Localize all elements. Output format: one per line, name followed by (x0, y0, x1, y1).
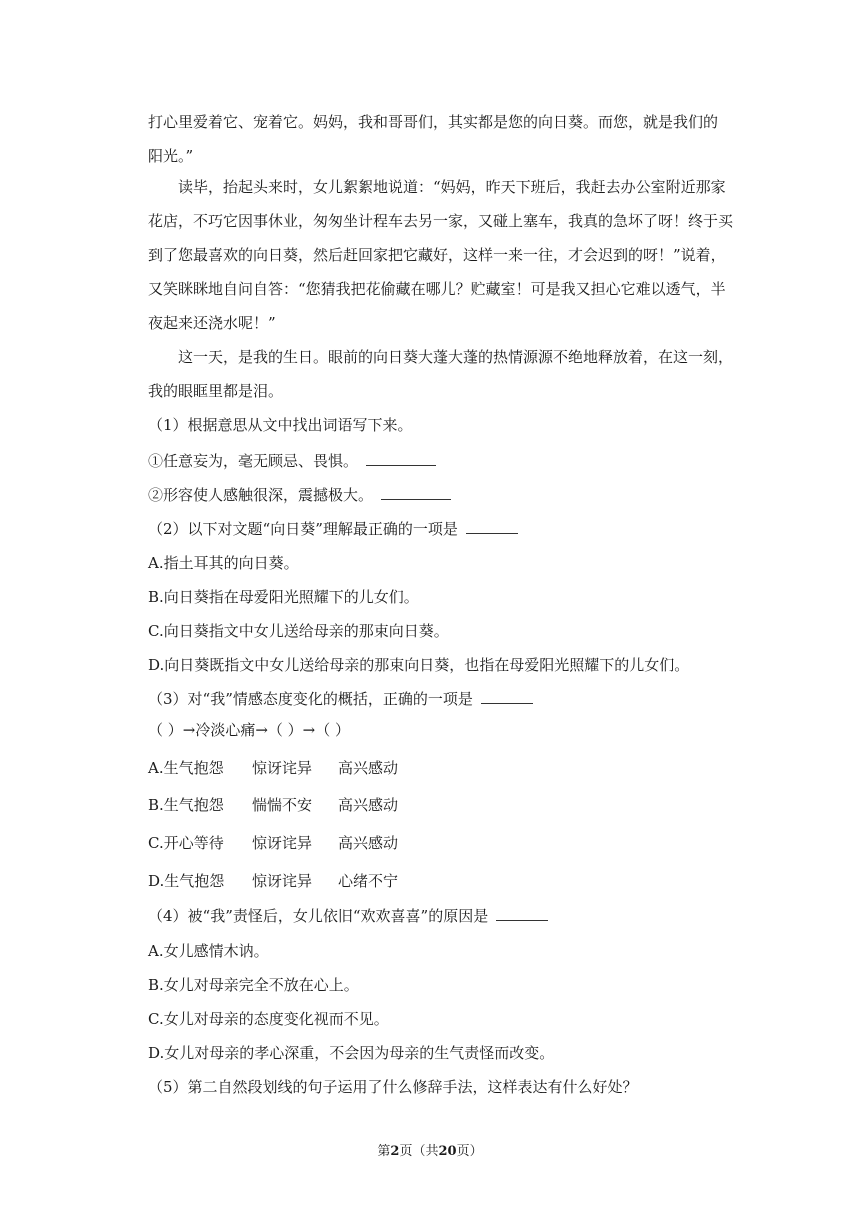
question-stem-text: （2）以下对文题“向日葵”理解最正确的一项是 (148, 520, 458, 538)
option-item: D.向日葵既指文中女儿送给母亲的那束向日葵，也指在母爱阳光照耀下的儿女们。 (148, 656, 690, 674)
passage-paragraph: 这一天，是我的生日。眼前的向日葵大蓬大蓬的热情源源不绝地释放着，在这一刻，我的眼眶里都是泪。 (148, 348, 734, 400)
footer-text: 页（共 (399, 1144, 439, 1159)
option-col: 高兴感动 (338, 796, 399, 814)
page-number: 2 (390, 1144, 400, 1159)
passage-paragraph: 读毕，抬起头来时，女儿絮絮地说道：“妈妈，昨天下班后，我赶去办公室附近那家花店，不巧它因事休业，匆匆坐计程车去另一家，又碰上塞车，我真的急坏了呀！终于买到了您最喜欢的向日葵，然后赶回家把它藏好，这样一来一往，才会迟到的呀！”说着，又笑眯眯地自问自答：“您猜我把花偷藏在哪儿？贮藏室！可是我又担心它难以透气，半夜起来还浇水呢！” (148, 178, 734, 332)
emotion-sequence: （ ）→冷淡心痛→（ ）→（ ） (148, 721, 351, 739)
option-item: A.指土耳其的向日葵。 (148, 554, 299, 572)
answer-blank[interactable] (366, 451, 436, 466)
option-item: B.女儿对母亲完全不放在心上。 (148, 976, 359, 994)
passage-line: 阳光。” (148, 147, 194, 165)
option-item (148, 833, 728, 853)
question-stem-text: （4）被“我”责怪后，女儿依旧“欢欢喜喜”的原因是 (148, 907, 489, 925)
footer-text: 页） (456, 1144, 483, 1159)
question-item (148, 451, 728, 471)
answer-blank[interactable] (496, 906, 548, 921)
total-pages: 20 (438, 1144, 457, 1159)
option-col: 惊讶诧异 (252, 872, 313, 890)
passage-line: 打心里爱着它、宠着它。妈妈，我和哥哥们，其实都是您的向日葵。而您，就是我们的 (148, 113, 719, 131)
option-col: 高兴感动 (338, 834, 399, 852)
option-col: C.开心等待 (148, 834, 224, 852)
option-col: D.生气抱怨 (148, 872, 225, 890)
answer-blank[interactable] (481, 689, 533, 704)
question-stem (148, 906, 728, 926)
option-col: 惴惴不安 (252, 796, 313, 814)
option-col: 高兴感动 (338, 759, 399, 777)
option-col: 惊讶诧异 (252, 759, 313, 777)
option-item: C.女儿对母亲的态度变化视而不见。 (148, 1010, 389, 1028)
question-stem (148, 689, 728, 709)
option-item: D.女儿对母亲的孝心深重，不会因为母亲的生气责怪而改变。 (148, 1044, 555, 1062)
option-item: B.向日葵指在母爱阳光照耀下的儿女们。 (148, 588, 419, 606)
answer-blank[interactable] (466, 519, 518, 534)
page-footer (0, 1140, 860, 1159)
question-stem: （1）根据意思从文中找出词语写下来。 (148, 416, 413, 434)
question-stem-text: （3）对“我”情感态度变化的概括，正确的一项是 (148, 690, 473, 708)
question-item-text: ①任意妄为，毫无顾忌、畏惧。 (148, 452, 359, 470)
option-col: 心绪不宁 (338, 872, 399, 890)
option-item (148, 871, 728, 891)
option-col: 惊讶诧异 (252, 834, 313, 852)
question-stem: （5）第二自然段划线的句子运用了什么修辞手法，这样表达有什么好处？ (148, 1078, 638, 1096)
answer-blank[interactable] (381, 485, 451, 500)
footer-text: 第 (377, 1144, 391, 1159)
option-item (148, 795, 728, 815)
question-stem (148, 519, 728, 539)
option-item: A.女儿感情木讷。 (148, 942, 269, 960)
option-col: B.生气抱怨 (148, 796, 224, 814)
option-col: A.生气抱怨 (148, 759, 224, 777)
question-item-text: ②形容使人感触很深，震撼极大。 (148, 486, 374, 504)
option-item: C.向日葵指文中女儿送给母亲的那束向日葵。 (148, 622, 449, 640)
question-item (148, 485, 728, 505)
option-item (148, 758, 728, 778)
